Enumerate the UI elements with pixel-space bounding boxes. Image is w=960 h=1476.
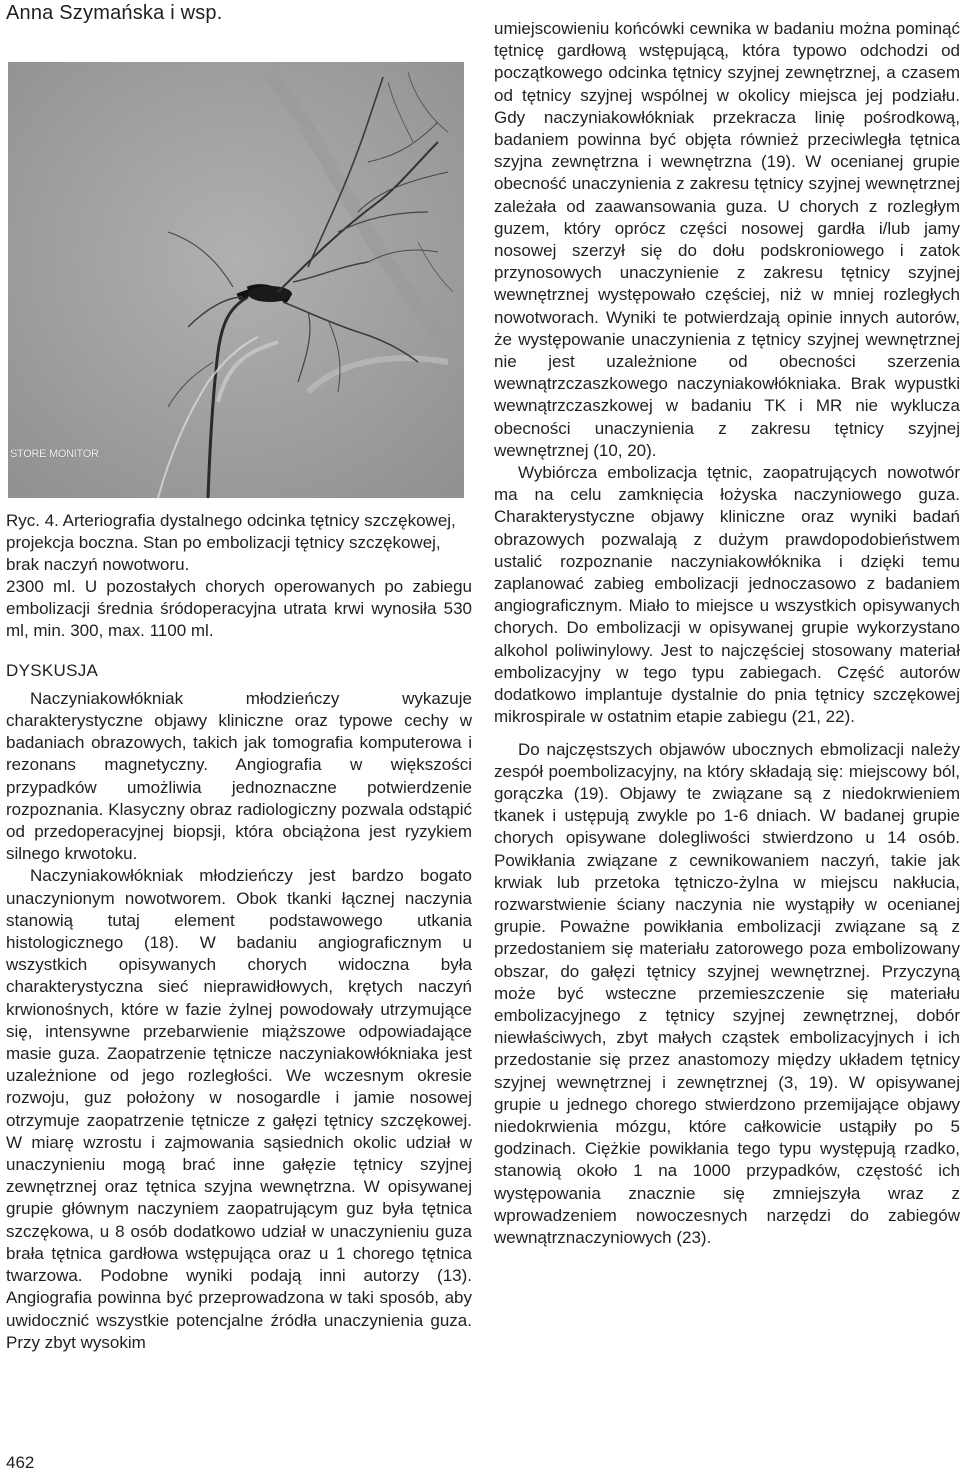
- figure-caption: Ryc. 4. Arteriografia dystalnego odcinka tętnicy szczękowej, projekcja boczna. Stan po embolizacji tętnicy szczękowej, brak naczyń nowotworu.: [6, 511, 456, 574]
- running-header: Anna Szymańska i wsp.: [6, 2, 223, 24]
- angiogram-image: [8, 62, 464, 498]
- right-column: [494, 18, 960, 1249]
- page-number: 462: [6, 1453, 35, 1472]
- arteriography-figure: [8, 62, 464, 498]
- body-paragraph: umiejscowieniu końcówki cewnika w badaniu można pominąć tętnicę gardłową wstępującą, która typowo odchodzi od początkowego odcinka tętnicy szyjnej zewnętrznej, a czasem od tętnicy szyjnej wspólnej w okolicy miejsca jej podziału. Gdy naczyniakowłókniak przekracza linię pośrodkową, badaniem powinna być objęta również przeciwległa tętnica szyjna zewnętrzna i wewnętrzna (19). W ocenianej grupie obecność unaczynienia z zakresu tętnicy szyjnej wewnętrznej zależała od zaawansowania guza. U chorych z rozległym guzem, który oprócz części nosowej gardła i/lub jamy nosowej szerzył się do dołu podskroniowego i zatok przynosowych unaczynienie z zakresu tętnicy szyjnej wewnętrznej występowało częściej, niż w mniej rozległych nowotworach. Wyniki te potwierdzają opinie innych autorów, że występowanie unaczynienia z tętnicy szyjnej wewnętrznej nie jest uzależnione od obecności szerzenia wewnątrzczaszkowego naczyniakowłókniaka. Brak wypustki wewnątrzczaszkowej w badaniu TK i MR nie wyklucza obecności unaczynienia z zakresu tętnicy szyjnej wewnętrznej (10, 20).: [494, 19, 960, 460]
- body-paragraph: Do najczęstszych objawów ubocznych ebmolizacji należy zespół poembolizacyjny, na który składają się: miejscowy ból, gorączka (19). Objawy te związane są z niedokrwieniem tkanek i ustępują zwykle po 1-6 dniach. W badanej grupie chorych opisywane dolegliwości stwierdzono u 14 osób. Powikłania związane z cewnikowaniem naczyń, takie jak krwiak lub przetoka tętniczo-żylna w miejscu nakłucia, rozwarstwienie ściany naczynia nie wystąpiły w ocenianej grupie. Poważne powikłania embolizacji związane są z przedostaniem się materiału zatorowego poza embolizowany obszar, do gałęzi tętnicy szyjnej wewnętrznej. Przyczyną może być wsteczne przemieszczenie się materiału embolizacyjnego z tętnicy szyjnej zewnętrznej, dobór niewłaściwych, zbyt małych cząstek embolizacyjnych i ich przedostanie się przez anastomozy między układem tętnicy szyjnej wewnętrznej i zewnętrznej (3, 19). W opisywanej grupie u jednego chorego stwierdzono przemijające objawy niedokrwienia mózgu, które całkowicie ustąpiły po 5 godzinach. Ciężkie powikłania tego typu występują rzadko, stanowią około 1 na 1000 przypadków, częstość ich występowania znacznie się zmniejszyła wraz z wprowadzeniem nowoczesnych narzędzi do zabiegów wewnątrznaczyniowych (23).: [494, 739, 960, 1247]
- body-paragraph: Naczyniakowłókniak młodzieńczy wykazuje charakterystyczne objawy kliniczne oraz typowe cechy w badaniach obrazowych, takich jak tomografia komputerowa i rezonans magnetyczny. Angiografia w większości przypadków umożliwia jednoznaczne potwierdzenie rozpoznania. Klasyczny obraz radiologiczny pozwala odstąpić od przedoperacyjnej biopsji, która obciążona jest ryzykiem silnego krwotoku.: [6, 688, 472, 864]
- section-heading: DYSKUSJA: [6, 660, 99, 680]
- body-paragraph: Wybiórcza embolizacja tętnic, zaopatrujących nowotwór ma na celu zamknięcia łożyska naczyniowego guza. Charakterystyczne objawy kliniczne oraz wyniki badań obrazowych pozwalają z dużym prawdopodobieństwem ustalić rozpoznanie naczyniakowłóknika i dzięki temu zaplanować zabieg embolizacji jednoczasowo z badaniem angiograficznym. Miało to miejsce u wszystkich opisywanych chorych. Do embolizacji w opisywanej grupie wykorzystano alkohol poliwinylowy. Jest to najczęściej stosowany materiał embolizacyjny w tego typu zabiegach. Część autorów dodatkowo implantuje dystalnie do pnia tętnicy szczękowej mikrospirale w ostatnim etapie zabiegu (21, 22).: [494, 463, 960, 727]
- left-column: [6, 576, 472, 1354]
- figure-overlay-label: STORE MONITOR: [10, 448, 99, 460]
- intro-paragraph: 2300 ml. U pozostałych chorych operowanych po zabiegu embolizacji średnia śródoperacyjna utrata krwi wynosiła 530 ml, min. 300, max. 1100 ml.: [6, 577, 472, 641]
- body-paragraph: Naczyniakowłókniak młodzieńczy jest bardzo bogato unaczynionym nowotworem. Obok tkanki łącznej naczynia stanowią tutaj element podstawowego utkania histologicznego (18). W badaniu angiograficznym u wszystkich opisywanych chorych widoczna była charakterystyczna sieć nieprawidłowych, krętych naczyń krwionośnych, które w fazie żylnej powodowały utrzymujące się, intensywne przebarwienie miąższowe odpowiadające masie guza. Zaopatrzenie tętnicze naczyniakowłókniaka jest uzależnione od jego rozległości. We wczesnym okresie rozwoju, guz położony w nosogardle i jamie nosowej otrzymuje zaopatrzenie tętnicze z gałęzi tętnicy szczękowej. W miarę wzrostu i zajmowania sąsiednich okolic udział w unaczynieniu mogą brać inne gałęzie tętnicy szyjnej zewnętrznej oraz tętnica szyjna wewnętrzna. W opisywanej grupie głównym naczyniem zaopatrującym guz była tętnica szczękowa, u 8 osób dodatkowo udział w unaczynieniu guza brała tętnica gardłowa wstępująca oraz u 1 chorego tętnica twarzowa. Podobne wyniki podają inni autorzy (13). Angiografia powinna być przeprowadzona w taki sposób, aby uwidocznić wszystkie potencjalne źródła unaczynienia guza. Przy zbyt wysokim: [6, 866, 472, 1352]
